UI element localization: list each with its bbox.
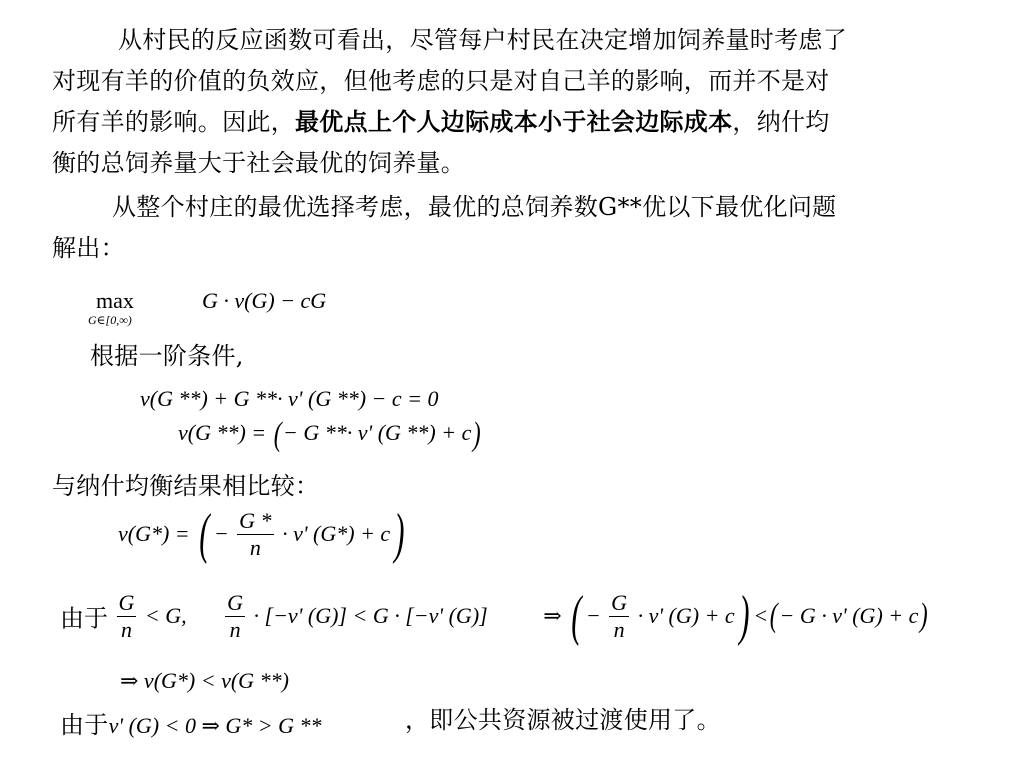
since-rest-3: · v' (G) + c (637, 603, 735, 628)
left-paren: ( (273, 416, 282, 453)
nash-rest: · v' (G*) + c (282, 521, 391, 546)
compare-label: 与纳什均衡结果相比较： (52, 472, 320, 500)
p1-line4: 衡的总饲养量大于社会最优的饲养量。 (52, 149, 466, 177)
p1-line3 (52, 102, 830, 142)
foc-label: 根据一阶条件, (90, 342, 244, 370)
p2-line1: 从整个村庄的最优选择考虑，最优的总饲养数G**优以下最优化问题 (112, 193, 837, 221)
since-line (60, 585, 930, 658)
final-line (60, 705, 322, 745)
foc2-inner: − G **· v' (G **) + c (282, 420, 472, 446)
p1-line2: 对现有羊的价值的负效应，但他考虑的只是对自己羊的影响，而并不是对 (52, 67, 830, 95)
since-den-1: n (117, 616, 137, 643)
result-line: ⇒ v(G*) < v(G **) (120, 668, 289, 693)
since-den-2: n (225, 616, 245, 643)
since-rel-2: · [−v' (G)] < G · [−v' (G)] (253, 603, 488, 628)
foc2-lhs: v(G **) = (178, 420, 267, 446)
since-minus: − (585, 603, 601, 628)
left-paren: ( (571, 585, 582, 647)
since-den-3: n (609, 616, 629, 643)
right-paren: ) (394, 503, 405, 565)
p1-line3-b: ，纳什均 (732, 108, 830, 136)
p2-line2: 解出： (52, 234, 125, 262)
nash-minus: − (213, 521, 229, 546)
since-rel-1: < G, (144, 603, 187, 628)
since-lt: < (753, 603, 769, 628)
since-num-1: G (118, 589, 135, 615)
since-num-2: G (227, 589, 244, 615)
left-paren: ( (769, 597, 778, 634)
p1-line3-bold: 最优点上个人边际成本小于社会边际成本 (295, 107, 733, 136)
max-expression: G · v(G) − cG (202, 288, 327, 313)
since-frac-2 (225, 590, 245, 643)
foc-equation-2 (178, 418, 483, 462)
nash-equation (118, 503, 409, 576)
since-frac-1 (117, 590, 137, 643)
left-paren: ( (199, 503, 210, 565)
foc-equation-1: v(G **) + G **· v' (G **) − c = 0 (140, 386, 439, 411)
p1-line1: 从村民的反应函数可看出，尽管每户村民在决定增加饲养量时考虑了 (118, 26, 847, 54)
right-paren: ) (920, 597, 929, 634)
since-implies: ⇒ (543, 603, 562, 628)
since-frac-3 (609, 590, 629, 643)
right-paren: ) (738, 585, 750, 647)
max-subscript: G∈[0,∞) (88, 313, 132, 327)
since-right: − G · v' (G) + c (779, 603, 919, 628)
nash-numerator: G * (239, 507, 272, 533)
final-suffix: ，即公共资源被过渡使用了。 (405, 706, 721, 734)
right-paren: ) (473, 416, 481, 453)
max-operator: max (96, 288, 134, 313)
final-prefix: 由于 (60, 711, 109, 739)
p1-line3-a: 所有羊的影响。因此， (52, 108, 295, 136)
final-math: v' (G) < 0 ⇒ G* > G ** (108, 713, 322, 738)
nash-fraction (237, 508, 273, 561)
since-prefix: 由于 (60, 606, 108, 633)
since-num-3: G (611, 589, 628, 615)
nash-denominator: n (237, 534, 273, 561)
nash-lhs: v(G*) = (118, 521, 190, 546)
